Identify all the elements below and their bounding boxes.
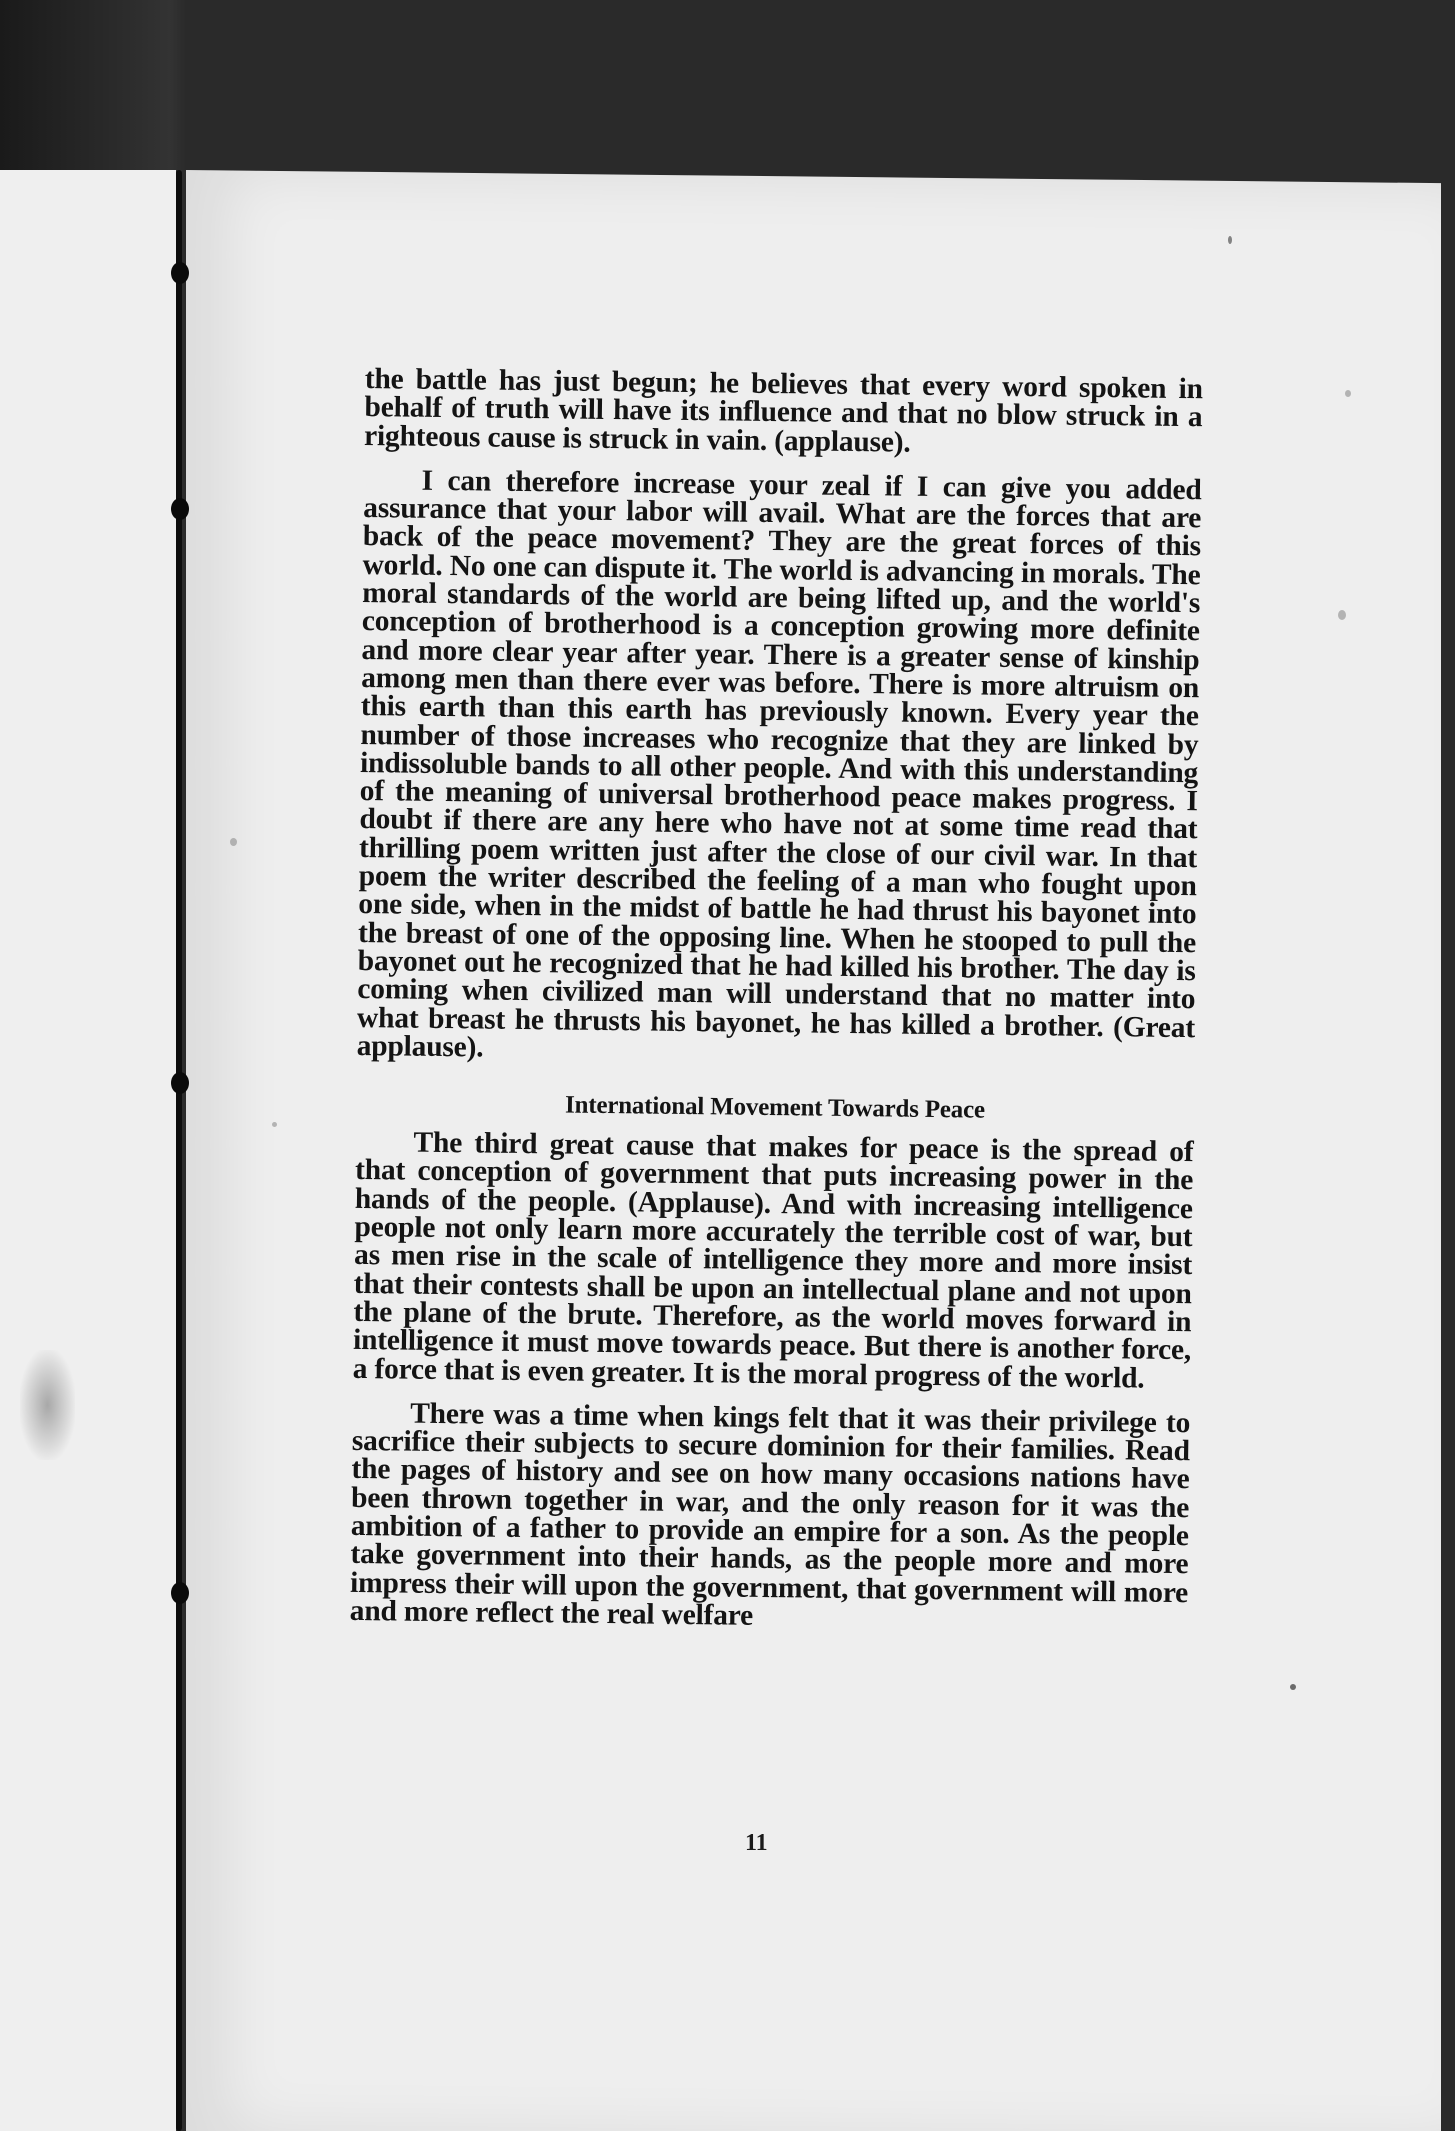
- facing-page-edge: [0, 170, 176, 2131]
- paragraph: The third great cause that makes for peace is the spread of that conception of government that puts increasing power in the hands of the people. (Applause). And with increasing intelligence people not only learn more accurately the terrible cost of war, but as men rise in the scale of intelligence they more and more insist that their contests shall be upon an intellectual plane and not upon the plane of the brute. Therefore, as the world moves forward in intelligence it must move towards peace. But there is another force, a force that is even greater. It is the moral progress of the world.: [352, 1126, 1194, 1395]
- page-number: 11: [745, 1830, 768, 1856]
- body-text: [349, 365, 1203, 1651]
- scan-speck: [1228, 236, 1232, 244]
- paragraph: I can therefore increase your zeal if I can give you added assurance that your labor will avail. What are the forces that are back of the peace movement? They are the great forces of this world. No one can dispute it. The world is advancing in morals. The moral standards of the world are being lifted up, and the world's conception of brotherhood is a conception growing more definite and more clear year after year. There is a greater sense of kinship among men than there ever was before. There is more altruism on this earth than this earth has previously known. Every year the number of those increases who recognize that they are linked by indissoluble bands to all other people. And with this understanding of the meaning of universal brotherhood peace makes progress. I doubt if there are any here who have not at some time read that thrilling poem written just after the close of our civil war. In that poem the writer described the feeling of a man who fought upon one side, when in the midst of battle he had thrust his bayonet into the breast of one of the opposing line. When he stooped to pull the bayonet out he recognized that he had killed his brother. The day is coming when civilized man will understand that no matter into what breast he thrusts his bayonet, he has killed a brother. (Great applause).: [356, 464, 1202, 1064]
- binding-hole: [171, 498, 189, 520]
- scan-speck: [272, 1122, 277, 1127]
- binding-hole: [171, 262, 189, 284]
- section-heading: International Movement Towards Peace: [564, 1091, 986, 1124]
- binding-line: [176, 170, 182, 2131]
- scan-speck: [1338, 610, 1346, 620]
- scan-speck: [1290, 1684, 1296, 1690]
- scan-speck: [230, 838, 237, 846]
- scan-speck: [1345, 390, 1351, 397]
- paragraph: There was a time when kings felt that it was their privilege to sacrifice their subjects to secure dominion for their families. Read the pages of history and see on how many occasions nations have been thrown together in war, and the only reason for it was the ambition of a father to provide an empire for a son. As the people take government into their hands, as the people more and more impress their will upon the government, that government will more and more reflect the real welfare: [349, 1397, 1191, 1632]
- binding-hole: [171, 1582, 189, 1604]
- scan-smudge: [20, 1350, 75, 1460]
- paragraph: the battle has just begun; he believes that every word spoken in behalf of truth will have its influence and that no blow struck in a righteous cause is struck in vain. (applause).: [363, 363, 1203, 459]
- binding-hole: [171, 1072, 189, 1094]
